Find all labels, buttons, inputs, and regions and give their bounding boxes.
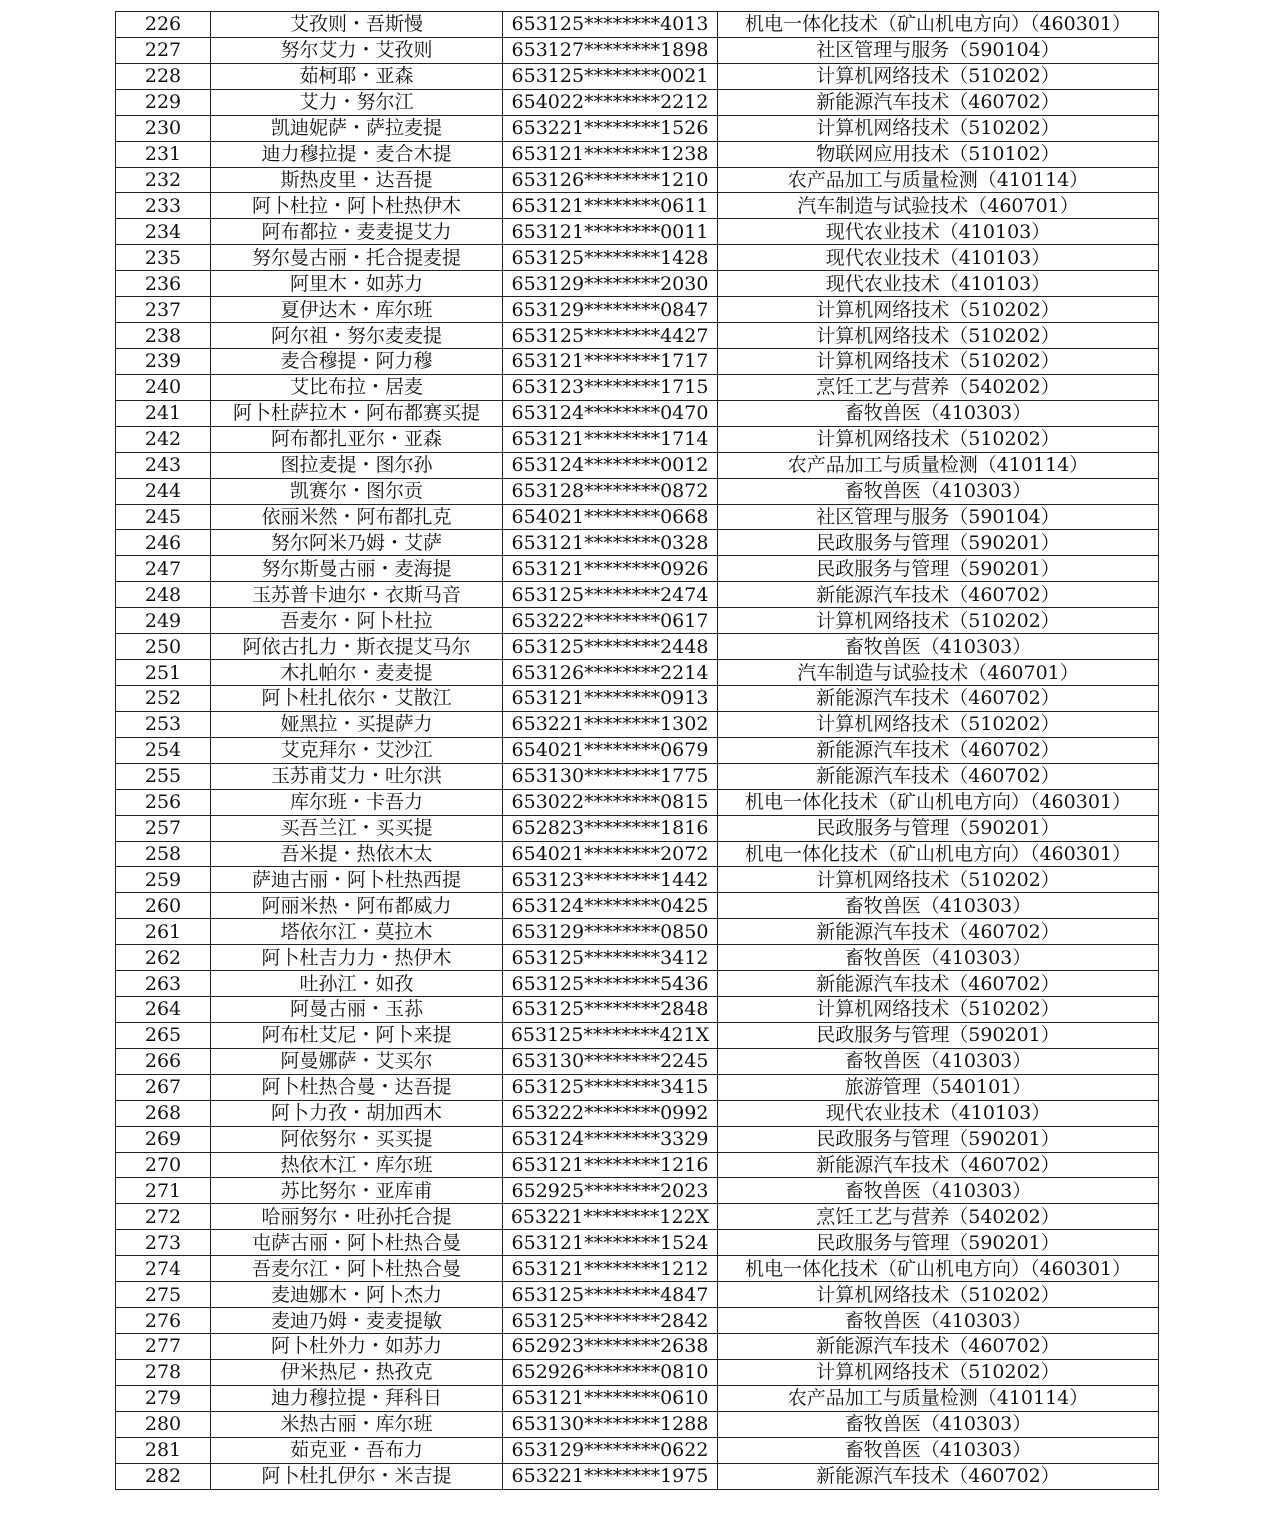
student-name-cell: 艾孜则・吾斯慢 <box>211 12 503 38</box>
id-number-cell: 653125********3412 <box>503 945 718 971</box>
row-number-cell: 277 <box>116 1334 211 1360</box>
student-name-cell: 伊米热尼・热孜克 <box>211 1359 503 1385</box>
id-number-cell: 653121********0913 <box>503 685 718 711</box>
major-cell: 现代农业技术（410103） <box>718 219 1159 245</box>
id-number-cell: 653129********0847 <box>503 297 718 323</box>
table-row <box>116 323 1159 349</box>
table-row <box>116 63 1159 89</box>
student-name-cell: 努尔阿米乃姆・艾萨 <box>211 530 503 556</box>
id-number-cell: 653221********1975 <box>503 1463 718 1489</box>
table-row <box>116 374 1159 400</box>
id-number-cell: 653221********122X <box>503 1204 718 1230</box>
row-number-cell: 262 <box>116 945 211 971</box>
major-cell: 新能源汽车技术（460702） <box>718 1152 1159 1178</box>
student-name-cell: 阿卜杜扎伊尔・米吉提 <box>211 1463 503 1489</box>
major-cell: 新能源汽车技术（460702） <box>718 1334 1159 1360</box>
major-cell: 计算机网络技术（510202） <box>718 63 1159 89</box>
table-row <box>116 582 1159 608</box>
student-name-cell: 阿卜力孜・胡加西木 <box>211 1100 503 1126</box>
table-row <box>116 1437 1159 1463</box>
id-number-cell: 653124********3329 <box>503 1126 718 1152</box>
row-number-cell: 257 <box>116 815 211 841</box>
table-row <box>116 400 1159 426</box>
major-cell: 机电一体化技术（矿山机电方向）（460301） <box>718 1256 1159 1282</box>
student-name-cell: 阿依努尔・买买提 <box>211 1126 503 1152</box>
row-number-cell: 261 <box>116 919 211 945</box>
student-name-cell: 凯迪妮萨・萨拉麦提 <box>211 115 503 141</box>
table-row <box>116 1411 1159 1437</box>
major-cell: 民政服务与管理（590201） <box>718 1126 1159 1152</box>
table-row <box>116 426 1159 452</box>
student-roster-table <box>115 11 1159 1490</box>
id-number-cell: 653125********5436 <box>503 971 718 997</box>
student-name-cell: 木扎帕尔・麦麦提 <box>211 660 503 686</box>
row-number-cell: 231 <box>116 141 211 167</box>
major-cell: 农产品加工与质量检测（410114） <box>718 452 1159 478</box>
table-row <box>116 504 1159 530</box>
major-cell: 新能源汽车技术（460702） <box>718 919 1159 945</box>
major-cell: 计算机网络技术（510202） <box>718 997 1159 1023</box>
id-number-cell: 654021********0679 <box>503 737 718 763</box>
row-number-cell: 266 <box>116 1048 211 1074</box>
id-number-cell: 653126********1210 <box>503 167 718 193</box>
student-name-cell: 阿布杜艾尼・阿卜来提 <box>211 1022 503 1048</box>
row-number-cell: 253 <box>116 711 211 737</box>
student-name-cell: 阿卜杜扎依尔・艾散江 <box>211 685 503 711</box>
id-number-cell: 653125********2842 <box>503 1308 718 1334</box>
major-cell: 计算机网络技术（510202） <box>718 608 1159 634</box>
id-number-cell: 653125********0021 <box>503 63 718 89</box>
major-cell: 现代农业技术（410103） <box>718 1100 1159 1126</box>
table-row <box>116 530 1159 556</box>
id-number-cell: 653130********1288 <box>503 1411 718 1437</box>
student-name-cell: 库尔班・卡吾力 <box>211 789 503 815</box>
table-row <box>116 841 1159 867</box>
id-number-cell: 653125********1428 <box>503 245 718 271</box>
row-number-cell: 241 <box>116 400 211 426</box>
student-name-cell: 迪力穆拉提・麦合木提 <box>211 141 503 167</box>
table-row <box>116 763 1159 789</box>
student-name-cell: 米热古丽・库尔班 <box>211 1411 503 1437</box>
table-row <box>116 1334 1159 1360</box>
row-number-cell: 282 <box>116 1463 211 1489</box>
student-name-cell: 阿布都拉・麦麦提艾力 <box>211 219 503 245</box>
table-row <box>116 271 1159 297</box>
major-cell: 畜牧兽医（410303） <box>718 1308 1159 1334</box>
table-row <box>116 297 1159 323</box>
table-row <box>116 115 1159 141</box>
id-number-cell: 653125********2848 <box>503 997 718 1023</box>
student-name-cell: 阿卜杜吉力力・热伊木 <box>211 945 503 971</box>
student-name-cell: 麦迪乃姆・麦麦提敏 <box>211 1308 503 1334</box>
major-cell: 新能源汽车技术（460702） <box>718 685 1159 711</box>
student-name-cell: 图拉麦提・图尔孙 <box>211 452 503 478</box>
row-number-cell: 269 <box>116 1126 211 1152</box>
table-row <box>116 685 1159 711</box>
table-row <box>116 815 1159 841</box>
id-number-cell: 653121********1238 <box>503 141 718 167</box>
major-cell: 新能源汽车技术（460702） <box>718 971 1159 997</box>
major-cell: 现代农业技术（410103） <box>718 245 1159 271</box>
table-row <box>116 1385 1159 1411</box>
major-cell: 新能源汽车技术（460702） <box>718 582 1159 608</box>
row-number-cell: 268 <box>116 1100 211 1126</box>
id-number-cell: 653022********0815 <box>503 789 718 815</box>
id-number-cell: 653130********2245 <box>503 1048 718 1074</box>
table-row <box>116 1256 1159 1282</box>
table-row <box>116 245 1159 271</box>
major-cell: 民政服务与管理（590201） <box>718 1022 1159 1048</box>
row-number-cell: 272 <box>116 1204 211 1230</box>
table-row <box>116 452 1159 478</box>
student-name-cell: 麦迪娜木・阿卜杰力 <box>211 1282 503 1308</box>
id-number-cell: 652925********2023 <box>503 1178 718 1204</box>
row-number-cell: 245 <box>116 504 211 530</box>
row-number-cell: 271 <box>116 1178 211 1204</box>
table-row <box>116 1126 1159 1152</box>
row-number-cell: 263 <box>116 971 211 997</box>
table-row <box>116 1308 1159 1334</box>
student-name-cell: 夏伊达木・库尔班 <box>211 297 503 323</box>
id-number-cell: 653121********1216 <box>503 1152 718 1178</box>
id-number-cell: 653125********421X <box>503 1022 718 1048</box>
major-cell: 计算机网络技术（510202） <box>718 348 1159 374</box>
table-row <box>116 478 1159 504</box>
row-number-cell: 232 <box>116 167 211 193</box>
student-name-cell: 努尔斯曼古丽・麦海提 <box>211 556 503 582</box>
major-cell: 旅游管理（540101） <box>718 1074 1159 1100</box>
id-number-cell: 653125********4427 <box>503 323 718 349</box>
id-number-cell: 653128********0872 <box>503 478 718 504</box>
row-number-cell: 226 <box>116 12 211 38</box>
table-row <box>116 997 1159 1023</box>
row-number-cell: 235 <box>116 245 211 271</box>
id-number-cell: 652823********1816 <box>503 815 718 841</box>
row-number-cell: 265 <box>116 1022 211 1048</box>
row-number-cell: 242 <box>116 426 211 452</box>
id-number-cell: 653123********1442 <box>503 867 718 893</box>
student-name-cell: 阿卜杜外力・如苏力 <box>211 1334 503 1360</box>
major-cell: 计算机网络技术（510202） <box>718 711 1159 737</box>
table-row <box>116 1230 1159 1256</box>
student-name-cell: 茹克亚・吾布力 <box>211 1437 503 1463</box>
row-number-cell: 279 <box>116 1385 211 1411</box>
id-number-cell: 654021********0668 <box>503 504 718 530</box>
major-cell: 民政服务与管理（590201） <box>718 815 1159 841</box>
student-name-cell: 吐孙江・如孜 <box>211 971 503 997</box>
table-row <box>116 893 1159 919</box>
id-number-cell: 653127********1898 <box>503 37 718 63</box>
id-number-cell: 653129********2030 <box>503 271 718 297</box>
table-row <box>116 737 1159 763</box>
major-cell: 畜牧兽医（410303） <box>718 1048 1159 1074</box>
row-number-cell: 240 <box>116 374 211 400</box>
major-cell: 民政服务与管理（590201） <box>718 1230 1159 1256</box>
id-number-cell: 653121********0610 <box>503 1385 718 1411</box>
id-number-cell: 653121********1212 <box>503 1256 718 1282</box>
id-number-cell: 653124********0012 <box>503 452 718 478</box>
student-name-cell: 艾克拜尔・艾沙江 <box>211 737 503 763</box>
row-number-cell: 258 <box>116 841 211 867</box>
row-number-cell: 281 <box>116 1437 211 1463</box>
major-cell: 新能源汽车技术（460702） <box>718 89 1159 115</box>
id-number-cell: 654022********2212 <box>503 89 718 115</box>
row-number-cell: 280 <box>116 1411 211 1437</box>
major-cell: 畜牧兽医（410303） <box>718 1437 1159 1463</box>
row-number-cell: 238 <box>116 323 211 349</box>
row-number-cell: 254 <box>116 737 211 763</box>
major-cell: 烹饪工艺与营养（540202） <box>718 374 1159 400</box>
row-number-cell: 275 <box>116 1282 211 1308</box>
table-row <box>116 789 1159 815</box>
table-row <box>116 660 1159 686</box>
id-number-cell: 653123********1715 <box>503 374 718 400</box>
row-number-cell: 276 <box>116 1308 211 1334</box>
major-cell: 新能源汽车技术（460702） <box>718 763 1159 789</box>
table-row <box>116 971 1159 997</box>
id-number-cell: 653121********0328 <box>503 530 718 556</box>
table-row <box>116 1178 1159 1204</box>
table-row <box>116 193 1159 219</box>
student-name-cell: 阿卜杜萨拉木・阿布都赛买提 <box>211 400 503 426</box>
table-row <box>116 1152 1159 1178</box>
row-number-cell: 273 <box>116 1230 211 1256</box>
major-cell: 烹饪工艺与营养（540202） <box>718 1204 1159 1230</box>
table-row <box>116 89 1159 115</box>
table-row <box>116 1048 1159 1074</box>
id-number-cell: 653222********0992 <box>503 1100 718 1126</box>
row-number-cell: 255 <box>116 763 211 789</box>
table-row <box>116 12 1159 38</box>
student-name-cell: 吾麦尔・阿卜杜拉 <box>211 608 503 634</box>
major-cell: 机电一体化技术（矿山机电方向）（460301） <box>718 12 1159 38</box>
major-cell: 物联网应用技术（510102） <box>718 141 1159 167</box>
student-name-cell: 玉苏甫艾力・吐尔洪 <box>211 763 503 789</box>
id-number-cell: 652923********2638 <box>503 1334 718 1360</box>
id-number-cell: 653129********0622 <box>503 1437 718 1463</box>
id-number-cell: 653222********0617 <box>503 608 718 634</box>
row-number-cell: 248 <box>116 582 211 608</box>
major-cell: 畜牧兽医（410303） <box>718 1411 1159 1437</box>
major-cell: 民政服务与管理（590201） <box>718 556 1159 582</box>
id-number-cell: 653124********0470 <box>503 400 718 426</box>
row-number-cell: 234 <box>116 219 211 245</box>
student-name-cell: 阿里木・如苏力 <box>211 271 503 297</box>
major-cell: 畜牧兽医（410303） <box>718 634 1159 660</box>
major-cell: 新能源汽车技术（460702） <box>718 1463 1159 1489</box>
row-number-cell: 260 <box>116 893 211 919</box>
id-number-cell: 653121********1717 <box>503 348 718 374</box>
row-number-cell: 230 <box>116 115 211 141</box>
student-name-cell: 茹柯耶・亚森 <box>211 63 503 89</box>
id-number-cell: 652926********0810 <box>503 1359 718 1385</box>
row-number-cell: 274 <box>116 1256 211 1282</box>
student-name-cell: 娅黑拉・买提萨力 <box>211 711 503 737</box>
major-cell: 民政服务与管理（590201） <box>718 530 1159 556</box>
id-number-cell: 653121********0011 <box>503 219 718 245</box>
id-number-cell: 653125********2448 <box>503 634 718 660</box>
student-name-cell: 玉苏普卡迪尔・衣斯马音 <box>211 582 503 608</box>
id-number-cell: 654021********2072 <box>503 841 718 867</box>
table-row <box>116 919 1159 945</box>
student-name-cell: 努尔艾力・艾孜则 <box>211 37 503 63</box>
major-cell: 机电一体化技术（矿山机电方向）（460301） <box>718 789 1159 815</box>
major-cell: 现代农业技术（410103） <box>718 271 1159 297</box>
row-number-cell: 237 <box>116 297 211 323</box>
student-name-cell: 萨迪古丽・阿卜杜热西提 <box>211 867 503 893</box>
table-row <box>116 867 1159 893</box>
major-cell: 计算机网络技术（510202） <box>718 115 1159 141</box>
major-cell: 计算机网络技术（510202） <box>718 1282 1159 1308</box>
row-number-cell: 244 <box>116 478 211 504</box>
major-cell: 计算机网络技术（510202） <box>718 867 1159 893</box>
id-number-cell: 653125********4013 <box>503 12 718 38</box>
student-name-cell: 阿依古扎力・斯衣提艾马尔 <box>211 634 503 660</box>
major-cell: 计算机网络技术（510202） <box>718 297 1159 323</box>
student-name-cell: 麦合穆提・阿力穆 <box>211 348 503 374</box>
major-cell: 农产品加工与质量检测（410114） <box>718 1385 1159 1411</box>
table-row <box>116 167 1159 193</box>
id-number-cell: 653221********1302 <box>503 711 718 737</box>
row-number-cell: 270 <box>116 1152 211 1178</box>
student-name-cell: 阿尔祖・努尔麦麦提 <box>211 323 503 349</box>
student-name-cell: 阿曼娜萨・艾买尔 <box>211 1048 503 1074</box>
row-number-cell: 256 <box>116 789 211 815</box>
student-name-cell: 阿布都扎亚尔・亚森 <box>211 426 503 452</box>
row-number-cell: 227 <box>116 37 211 63</box>
major-cell: 计算机网络技术（510202） <box>718 323 1159 349</box>
table-row <box>116 1074 1159 1100</box>
row-number-cell: 247 <box>116 556 211 582</box>
major-cell: 畜牧兽医（410303） <box>718 478 1159 504</box>
id-number-cell: 653121********1524 <box>503 1230 718 1256</box>
student-name-cell: 塔依尔江・莫拉木 <box>211 919 503 945</box>
student-name-cell: 热依木江・库尔班 <box>211 1152 503 1178</box>
student-name-cell: 苏比努尔・亚库甫 <box>211 1178 503 1204</box>
student-name-cell: 艾力・努尔江 <box>211 89 503 115</box>
major-cell: 畜牧兽医（410303） <box>718 945 1159 971</box>
row-number-cell: 252 <box>116 685 211 711</box>
student-name-cell: 依丽米然・阿布都扎克 <box>211 504 503 530</box>
student-name-cell: 哈丽努尔・吐孙托合提 <box>211 1204 503 1230</box>
table-row <box>116 556 1159 582</box>
id-number-cell: 653221********1526 <box>503 115 718 141</box>
table-row <box>116 1204 1159 1230</box>
major-cell: 机电一体化技术（矿山机电方向）（460301） <box>718 841 1159 867</box>
row-number-cell: 264 <box>116 997 211 1023</box>
major-cell: 畜牧兽医（410303） <box>718 1178 1159 1204</box>
id-number-cell: 653129********0850 <box>503 919 718 945</box>
row-number-cell: 233 <box>116 193 211 219</box>
id-number-cell: 653125********2474 <box>503 582 718 608</box>
table-row <box>116 608 1159 634</box>
id-number-cell: 653121********0926 <box>503 556 718 582</box>
student-name-cell: 吾米提・热依木太 <box>211 841 503 867</box>
id-number-cell: 653124********0425 <box>503 893 718 919</box>
row-number-cell: 250 <box>116 634 211 660</box>
row-number-cell: 236 <box>116 271 211 297</box>
row-number-cell: 278 <box>116 1359 211 1385</box>
major-cell: 汽车制造与试验技术（460701） <box>718 193 1159 219</box>
id-number-cell: 653121********0611 <box>503 193 718 219</box>
row-number-cell: 251 <box>116 660 211 686</box>
student-name-cell: 阿卜杜拉・阿卜杜热伊木 <box>211 193 503 219</box>
row-number-cell: 267 <box>116 1074 211 1100</box>
id-number-cell: 653121********1714 <box>503 426 718 452</box>
table-row <box>116 348 1159 374</box>
table-row <box>116 711 1159 737</box>
row-number-cell: 259 <box>116 867 211 893</box>
student-name-cell: 努尔曼古丽・托合提麦提 <box>211 245 503 271</box>
major-cell: 计算机网络技术（510202） <box>718 426 1159 452</box>
major-cell: 汽车制造与试验技术（460701） <box>718 660 1159 686</box>
table-row <box>116 141 1159 167</box>
row-number-cell: 243 <box>116 452 211 478</box>
student-name-cell: 斯热皮里・达吾提 <box>211 167 503 193</box>
student-name-cell: 屯萨古丽・阿卜杜热合曼 <box>211 1230 503 1256</box>
student-name-cell: 阿丽米热・阿布都威力 <box>211 893 503 919</box>
id-number-cell: 653125********3415 <box>503 1074 718 1100</box>
major-cell: 新能源汽车技术（460702） <box>718 737 1159 763</box>
student-name-cell: 买吾兰江・买买提 <box>211 815 503 841</box>
student-name-cell: 艾比布拉・居麦 <box>211 374 503 400</box>
student-name-cell: 迪力穆拉提・拜科日 <box>211 1385 503 1411</box>
table-row <box>116 219 1159 245</box>
id-number-cell: 653125********4847 <box>503 1282 718 1308</box>
row-number-cell: 239 <box>116 348 211 374</box>
major-cell: 社区管理与服务（590104） <box>718 504 1159 530</box>
row-number-cell: 246 <box>116 530 211 556</box>
table-row <box>116 1463 1159 1489</box>
roster-body <box>116 12 1159 1490</box>
major-cell: 社区管理与服务（590104） <box>718 37 1159 63</box>
student-name-cell: 吾麦尔江・阿卜杜热合曼 <box>211 1256 503 1282</box>
table-row <box>116 945 1159 971</box>
row-number-cell: 229 <box>116 89 211 115</box>
table-row <box>116 1282 1159 1308</box>
major-cell: 计算机网络技术（510202） <box>718 1359 1159 1385</box>
table-row <box>116 37 1159 63</box>
major-cell: 畜牧兽医（410303） <box>718 400 1159 426</box>
table-row <box>116 634 1159 660</box>
table-row <box>116 1022 1159 1048</box>
table-row <box>116 1100 1159 1126</box>
student-name-cell: 阿曼古丽・玉荪 <box>211 997 503 1023</box>
row-number-cell: 228 <box>116 63 211 89</box>
table-row <box>116 1359 1159 1385</box>
student-name-cell: 凯赛尔・图尔贡 <box>211 478 503 504</box>
id-number-cell: 653126********2214 <box>503 660 718 686</box>
major-cell: 农产品加工与质量检测（410114） <box>718 167 1159 193</box>
major-cell: 畜牧兽医（410303） <box>718 893 1159 919</box>
id-number-cell: 653130********1775 <box>503 763 718 789</box>
student-name-cell: 阿卜杜热合曼・达吾提 <box>211 1074 503 1100</box>
row-number-cell: 249 <box>116 608 211 634</box>
